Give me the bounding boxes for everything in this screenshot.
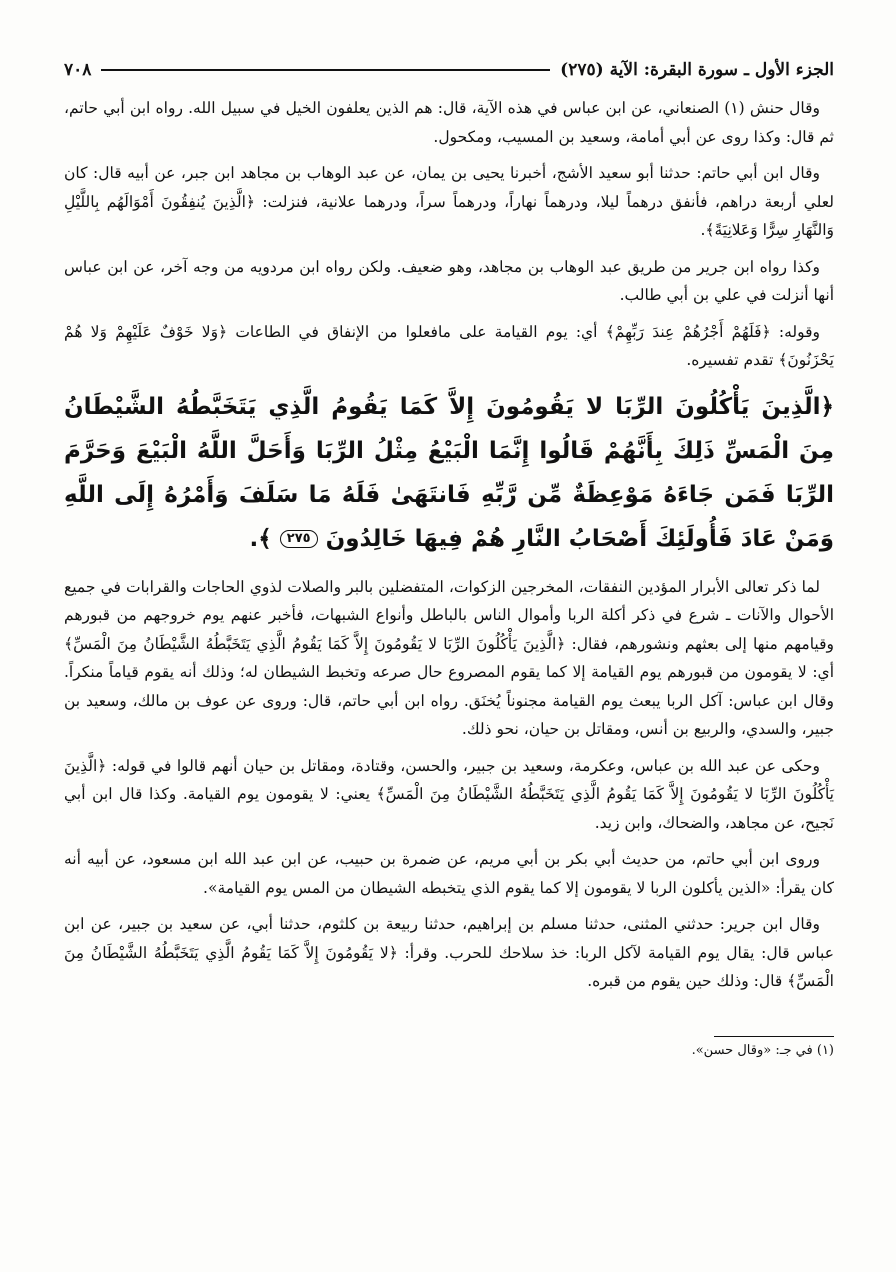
paragraph-3: وكذا رواه ابن جرير من طريق عبد الوهاب بن مجاهد، وهو ضعيف. ولكن رواه ابن مردويه من وجه آخر، عن ابن عباس أنها أنزلت في علي بن أبي طالب. (64, 257, 834, 304)
running-title: الجزء الأول ـ سورة البقرة: الآية (٢٧٥) (560, 60, 834, 80)
paragraph-1: وقال حنش (١) الصنعاني، عن ابن عباس في هذه الآية، قال: هم الذين يعلفون الخيل في سبيل الله. رواه ابن أبي حاتم، ثم قال: وكذا روى عن أبي أمامة، وسعيد بن المسيب، ومكحول. (64, 99, 834, 146)
page-number: ٧٠٨ (64, 60, 92, 80)
footnote-rule (714, 1036, 834, 1037)
quran-verse (64, 385, 834, 561)
header-rule (101, 69, 550, 71)
verse-text: ﴿الَّذِينَ يَأْكُلُونَ الرِّبَا لا يَقُومُونَ إِلاَّ كَمَا يَقُومُ الَّذِي يَتَخَبَّطُهُ الشَّيْطَانُ مِنَ الْمَسِّ ذَلِكَ بِأَنَّهُمْ قَالُوا إِنَّمَا الْبَيْعُ مِثْلُ الرِّبَا وَأَحَلَّ اللَّهُ الْبَيْعَ وَحَرَّمَ الرِّبَا فَمَن جَاءَهُ مَوْعِظَةٌ مِّن رَّبِّهِ فَانتَهَىٰ فَلَهُ مَا سَلَفَ وَأَمْرُهُ إِلَى اللَّهِ وَمَنْ عَادَ فَأُولَئِكَ أَصْحَابُ النَّارِ هُمْ فِيهَا خَالِدُونَ (64, 393, 834, 552)
page-header (64, 60, 834, 80)
paragraph-4: وقوله: ﴿فَلَهُمْ أَجْرُهُمْ عِندَ رَبِّهِمْ﴾ أي: يوم القيامة على مافعلوا من الإنفاق في الطاعات ﴿وَلا خَوْفٌ عَلَيْهِمْ وَلا هُمْ يَحْزَنُونَ﴾ تقدم تفسيره. (64, 322, 834, 369)
book-page (64, 60, 834, 1058)
paragraph-7: وروى ابن أبي حاتم، من حديث أبي بكر بن أبي مريم، عن ضمرة بن حبيب، عن ابن عبد الله ابن مسعود، عن أبيه أنه كان يقرأ: «الذين يأكلون الربا لا يقومون إلا كما يقوم الذي يتخبطه الشيطان من المس يوم القيامة». (64, 850, 834, 897)
paragraph-5: لما ذكر تعالى الأبرار المؤدين النفقات، المخرجين الزكوات، المتفضلين بالبر والصلات لذوي الحاجات والقرابات في جميع الأحوال والآنات ـ شرع في ذكر أكلة الربا وأموال الناس بالباطل وأنواع الشبهات، فأخبر عنهم يوم خروجهم من قبورهم وقيامهم منها إلى بعثهم ونشورهم، فقال: ﴿الَّذِينَ يَأْكُلُونَ الرِّبَا لا يَقُومُونَ إِلاَّ كَمَا يَقُومُ الَّذِي يَتَخَبَّطُهُ الشَّيْطَانُ مِنَ الْمَسِّ﴾ أي: لا يقومون من قبورهم يوم القيامة إلا كما يقوم المصروع حال صرعه وتخبط الشيطان له؛ وذلك أنه يقوم قياماً منكراً. وقال ابن عباس: آكل الربا يبعث يوم القيامة مجنوناً يُخنَق. رواه ابن أبي حاتم، قال: وروى عن عوف بن مالك، وسعيد بن جبير، والسدي، والربيع بن أنس، ومقاتل بن حيان، نحو ذلك. (64, 577, 834, 738)
ayah-number: ٢٧٥ (280, 530, 318, 548)
paragraph-2: وقال ابن أبي حاتم: حدثنا أبو سعيد الأشج، أخبرنا يحيى بن يمان، عن عبد الوهاب بن مجاهد ابن جبر، عن أبيه قال: كان لعلي أربعة دراهم، فأنفق درهماً ليلا، ودرهماً نهاراً، ودرهماً سراً، ودرهما علانية، فنزلت: ﴿الَّذِينَ يُنفِقُونَ أَمْوَالَهُم بِاللَّيْلِ وَالنَّهَارِ سِرًّا وَعَلانِيَةً﴾. (64, 164, 834, 239)
footnote: (١) في جـ: «وقال حسن». (691, 1042, 834, 1058)
paragraph-8: وقال ابن جرير: حدثني المثنى، حدثنا مسلم بن إبراهيم، حدثنا ربيعة بن كلثوم، حدثنا أبي، عن سعيد بن جبير، عن ابن عباس قال: يقال يوم القيامة لآكل الربا: خذ سلاحك للحرب. وقرأ: ﴿لا يَقُومُونَ إِلاَّ كَمَا يَقُومُ الَّذِي يَتَخَبَّطُهُ الشَّيْطَانُ مِنَ الْمَسِّ﴾ قال: وذلك حين يقوم من قبره. (64, 915, 834, 990)
paragraph-6: وحكى عن عبد الله بن عباس، وعكرمة، وسعيد بن جبير، والحسن، وقتادة، ومقاتل بن حيان أنهم قالوا في قوله: ﴿الَّذِينَ يَأْكُلُونَ الرِّبَا لا يَقُومُونَ إِلاَّ كَمَا يَقُومُ الَّذِي يَتَخَبَّطُهُ الشَّيْطَانُ مِنَ الْمَسِّ﴾ يعني: لا يقومون يوم القيامة. وكذا قال ابن أبي نَجيح، عن مجاهد، والضحاك، وابن زيد. (64, 756, 834, 832)
verse-close: ﴾. (249, 525, 272, 552)
